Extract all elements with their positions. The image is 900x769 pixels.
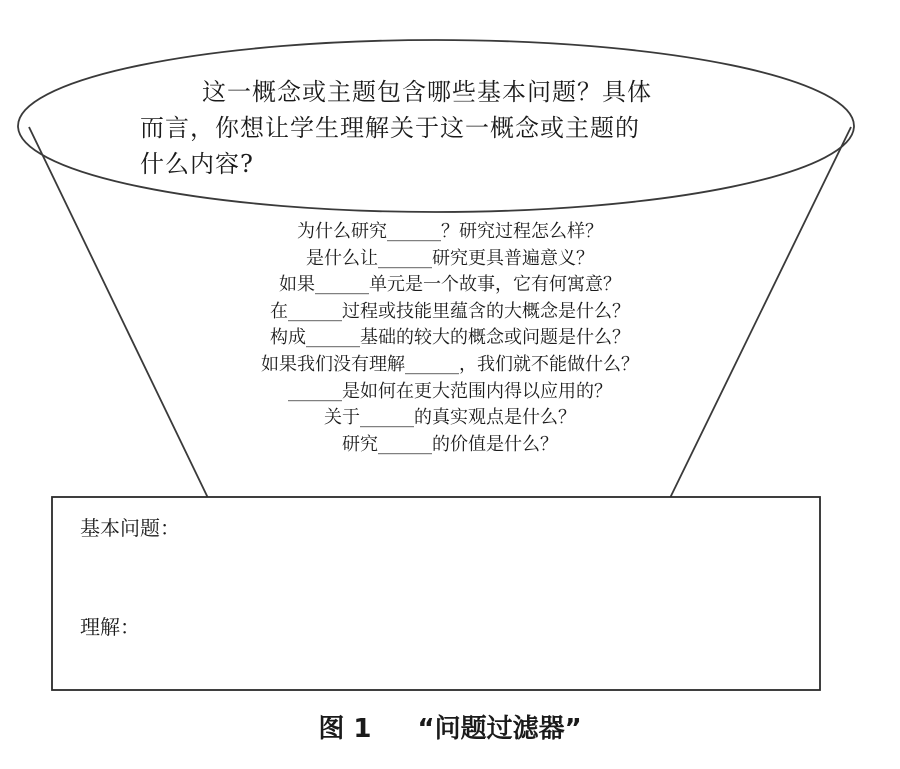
figure-caption — [0, 708, 900, 745]
prompt-item: 如果______单元是一个故事，它有何寓意？ — [279, 274, 621, 296]
essential-questions-label: 基本问题： — [80, 516, 180, 540]
funnel-top-question — [140, 74, 740, 182]
understanding-label: 理解： — [80, 615, 140, 639]
question-prompts — [190, 219, 710, 458]
prompt-item: 研究______的价值是什么？ — [342, 433, 558, 455]
prompt-item: 构成______基础的较大的概念或问题是什么？ — [270, 327, 630, 349]
prompt-item: 关于______的真实观点是什么？ — [324, 407, 576, 429]
prompt-item: 如果我们没有理解______，我们就不能做什么？ — [261, 353, 639, 375]
figure-number: 图 1 — [318, 714, 372, 744]
prompt-item: 是什么让______研究更具普遍意义？ — [306, 247, 594, 269]
figure-title: “问题过滤器” — [417, 714, 582, 744]
prompt-item: ______是如何在更大范围内得以应用的？ — [288, 380, 612, 402]
top-question-line: 而言，你想让学生理解关于这一概念或主题的 — [140, 114, 640, 142]
prompt-item: 在______过程或技能里蕴含的大概念是什么？ — [270, 300, 630, 322]
prompt-item: 为什么研究______？研究过程怎么样？ — [297, 221, 603, 242]
top-question-line: 什么内容? — [140, 150, 254, 178]
top-question-line: 这一概念或主题包含哪些基本问题？具体 — [202, 78, 652, 106]
